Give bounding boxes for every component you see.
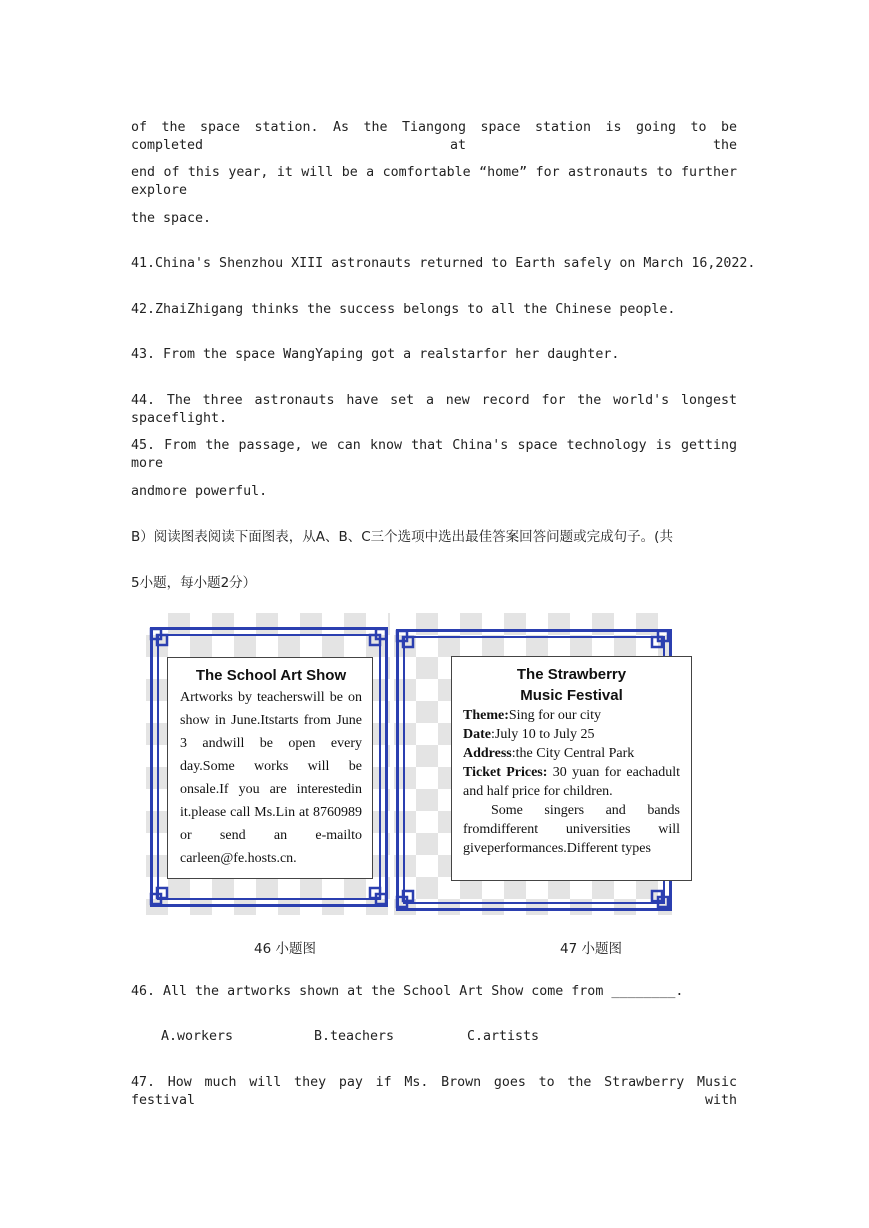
section-b-instruction: B）阅读图表阅读下面图表，从A、B、C三个选项中选出最佳答案回答问题或完成句子。(共 xyxy=(131,529,673,545)
section-b-instruction-cont: 5小题，每小题2分） xyxy=(131,575,257,591)
corner-knot-icon xyxy=(650,889,670,909)
corner-knot-icon xyxy=(650,629,670,649)
date-value: :July 10 to July 25 xyxy=(491,727,595,742)
date-label: Date xyxy=(463,727,491,742)
statement-42: 42.ZhaiZhigang thinks the success belongs to all the Chinese people. xyxy=(131,302,676,317)
q46-option-a: A.workers xyxy=(161,1029,234,1044)
q46-option-c: C.artists xyxy=(467,1029,540,1044)
festival-address xyxy=(463,744,680,763)
ticket-value: 30 yuan for eachadult and half price for children. xyxy=(463,765,680,799)
theme-label: Theme: xyxy=(463,708,509,723)
address-label: Address xyxy=(463,746,512,761)
festival-ticket xyxy=(463,763,680,801)
passage-line-1: of the space station. As the Tiangong space station is going to be completed at the xyxy=(131,120,737,153)
corner-knot-icon xyxy=(395,629,415,649)
festival-theme xyxy=(463,706,680,725)
passage-line-2: end of this year, it will be a comfortable “home” for astronauts to further explore xyxy=(131,165,737,198)
corner-knot-icon xyxy=(149,627,169,647)
statement-43: 43. From the space WangYaping got a realstarfor her daughter. xyxy=(131,347,620,362)
statement-45-cont: andmore powerful. xyxy=(131,484,268,499)
festival-extra: Some singers and bands fromdifferent universities will giveperformances.Different types xyxy=(463,803,680,856)
caption-fig-47: 47 小题图 xyxy=(560,941,622,957)
passage-line-3: the space. xyxy=(131,211,212,226)
music-festival-notice xyxy=(451,656,692,881)
statement-45: 45. From the passage, we can know that China's space technology is getting more xyxy=(131,438,737,471)
corner-knot-icon xyxy=(368,886,388,906)
address-value: :the City Central Park xyxy=(511,746,635,761)
corner-knot-icon xyxy=(368,627,388,647)
caption-fig-46: 46 小题图 xyxy=(254,941,316,957)
festival-title-line-2: Music Festival xyxy=(520,687,623,704)
question-47-stem: 47. How much will they pay if Ms. Brown goes to the Strawberry Music festival with xyxy=(131,1075,737,1108)
festival-title-line-1: The Strawberry xyxy=(516,666,627,683)
notice-figure xyxy=(146,613,692,915)
ticket-label: Ticket Prices: xyxy=(463,765,548,780)
q46-option-b: B.teachers xyxy=(314,1029,395,1044)
art-show-title: The School Art Show xyxy=(195,667,347,684)
art-show-notice xyxy=(167,657,373,879)
statement-41: 41.China's Shenzhou XIII astronauts returned to Earth safely on March 16,2022. xyxy=(131,256,756,271)
corner-knot-icon xyxy=(395,889,415,909)
art-show-body: Artworks by teacherswill be on show in June.Itstarts from June 3 andwill be open every day.Some works will be onsale.If you are interestedin it.please call Ms.Lin at 8760989 or send an e-mailto carleen@fe.hosts.cn. xyxy=(180,690,362,866)
festival-date xyxy=(463,725,680,744)
corner-knot-icon xyxy=(149,886,169,906)
statement-44: 44. The three astronauts have set a new record for the world's longest spaceflight. xyxy=(131,393,737,426)
theme-value: Sing for our city xyxy=(508,708,602,723)
question-46-stem: 46. All the artworks shown at the School Art Show come from ________. xyxy=(131,984,684,999)
